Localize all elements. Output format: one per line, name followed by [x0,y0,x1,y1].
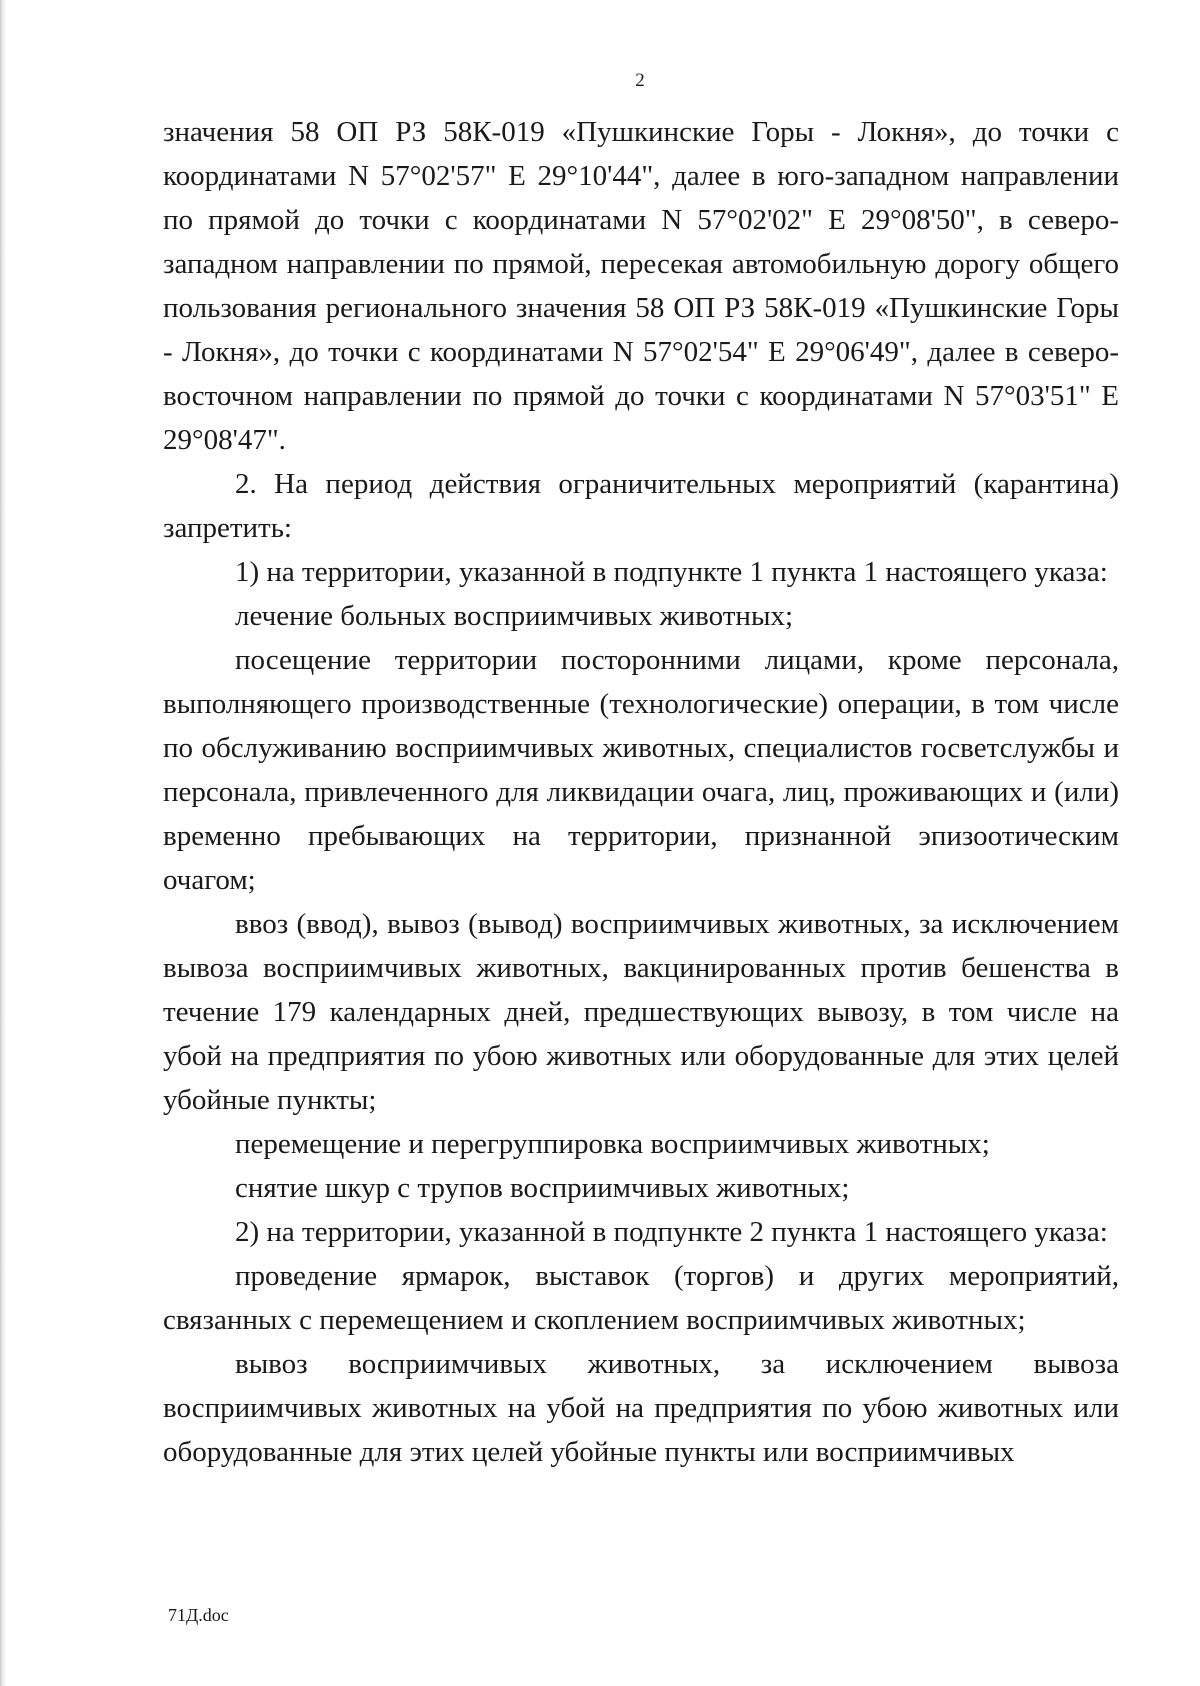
paragraph-regrouping: перемещение и перегруппировка восприимчивых животных; [235,1128,990,1160]
paragraph-item-2: 2. На период действия ограничительных мероприятий (карантина) запретить: [163,468,1119,544]
paragraph-subitem-1: 1) на территории, указанной в подпункте 1 пункта 1 настоящего указа: [235,556,1108,588]
paragraph-import-export: ввоз (ввод), вывоз (вывод) восприимчивых животных, за исключением вывоза восприимчивых животных, вакцинированных против бешенства в течение 179 календарных дней, предшествующих вывозу, в том числе на убой на предприятия по убою животных или оборудованные для этих целей убойные пункты; [163,908,1119,1116]
paragraph-treatment: лечение больных восприимчивых животных; [235,600,793,632]
paragraph-fairs: проведение ярмарок, выставок (торгов) и других мероприятий, связанных с перемещением и скоплением восприимчивых животных; [163,1260,1119,1336]
page-number: 2 [635,70,645,91]
paragraph-skinning: снятие шкур с трупов восприимчивых животных; [235,1172,850,1204]
scan-edge [0,0,6,1686]
paragraph-visits: посещение территории посторонними лицами, кроме персонала, выполняющего производственные (технологические) операции, в том числе по обслуживанию восприимчивых животных, специалистов госветслужбы и персонала, привлеченного для ликвидации очага, лиц, проживающих и (или) временно пребывающих на территории, признанной эпизоотическим очагом; [163,644,1119,896]
paragraph-coordinates: значения 58 ОП РЗ 58К-019 «Пушкинские Горы - Локня», до точки с координатами N 57°02'57" E 29°10'44", далее в юго-западном направлении по прямой до точки с координатами N 57°02'02" E 29°08'50", в северо-западном направлении по прямой, пересекая автомобильную дорогу общего пользования регионального значения 58 ОП РЗ 58К-019 «Пушкинские Горы - Локня», до точки с координатами N 57°02'54" E 29°06'49", далее в северо-восточном направлении по прямой до точки с координатами N 57°03'51" E 29°08'47". [163,116,1119,456]
document-body [163,110,1119,1474]
paragraph-export: вывоз восприимчивых животных, за исключением вывоза восприимчивых животных на убой на предприятия по убою животных или оборудованные для этих целей убойные пункты или восприимчивых [163,1348,1119,1468]
footer-filename: 71Д.doc [168,1605,229,1625]
paragraph-subitem-2: 2) на территории, указанной в подпункте 2 пункта 1 настоящего указа: [235,1216,1108,1248]
